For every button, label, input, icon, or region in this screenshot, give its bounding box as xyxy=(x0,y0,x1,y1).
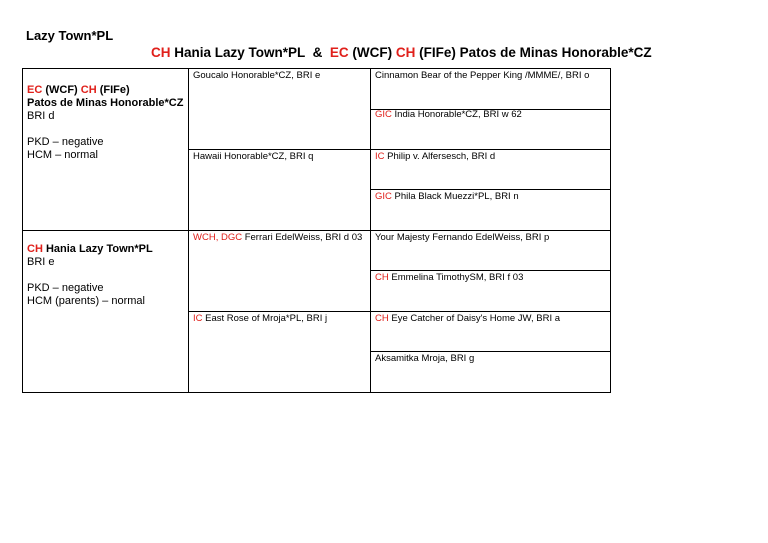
parent-org: (WCF) xyxy=(45,84,78,96)
grandparent-cell xyxy=(189,69,371,150)
parent-ems: BRI d xyxy=(27,110,55,122)
hcm-result: HCM (parents) – normal xyxy=(27,295,145,307)
great-grandparent-name: Aksamitka Mroja, BRI g xyxy=(375,353,475,364)
grandparent-name: East Rose of Mroja*PL, BRI j xyxy=(205,313,328,324)
great-grandparent-cell xyxy=(371,352,611,393)
title-badge: CH xyxy=(375,313,389,324)
parent-title: EC xyxy=(27,84,43,96)
grandparent-cell xyxy=(189,150,371,231)
great-grandparent-name: India Honorable*CZ, BRI w 62 xyxy=(394,109,522,120)
dam-name: Patos de Minas Honorable*CZ xyxy=(459,45,652,60)
parent-cell-dam xyxy=(23,69,189,231)
parent-org: (FIFe) xyxy=(99,84,130,96)
dam-org-2: (FIFe) xyxy=(419,45,456,60)
title-badge: IC xyxy=(193,313,203,324)
title-badge: CH xyxy=(375,272,389,283)
great-grandparent-name: Philip v. Alfersesch, BRI d xyxy=(387,151,496,162)
parent-title: CH xyxy=(27,243,43,255)
title-badge: WCH, DGC xyxy=(193,232,243,243)
pair-separator: & xyxy=(312,45,323,60)
dam-org-1: (WCF) xyxy=(352,45,393,60)
great-grandparent-cell xyxy=(371,110,611,150)
parent-cell-sire xyxy=(23,231,189,393)
parent-name: Patos de Minas Honorable*CZ xyxy=(27,97,184,109)
great-grandparent-name: Eye Catcher of Daisy's Home JW, BRI a xyxy=(391,313,561,324)
great-grandparent-cell xyxy=(371,271,611,312)
sire-name: Hania Lazy Town*PL xyxy=(174,45,306,60)
grandparent-name: Goucalo Honorable*CZ, BRI e xyxy=(193,70,321,81)
grandparent-cell xyxy=(189,312,371,393)
great-grandparent-name: Your Majesty Fernando EdelWeiss, BRI p xyxy=(375,232,550,243)
parent-ems: BRI e xyxy=(27,256,55,268)
pkd-result: PKD – negative xyxy=(27,282,104,294)
cattery-name: Lazy Town*PL xyxy=(26,28,114,43)
pedigree-table xyxy=(22,68,611,393)
great-grandparent-name: Phila Black Muezzi*PL, BRI n xyxy=(394,191,519,202)
grandparent-cell xyxy=(189,231,371,312)
great-grandparent-name: Emmelina TimothySM, BRI f 03 xyxy=(391,272,524,283)
great-grandparent-cell xyxy=(371,69,611,110)
great-grandparent-cell xyxy=(371,231,611,271)
hcm-result: HCM – normal xyxy=(27,149,98,161)
pair-title xyxy=(151,45,652,60)
parent-title: CH xyxy=(80,84,97,96)
title-badge: IC xyxy=(375,151,385,162)
great-grandparent-cell xyxy=(371,190,611,231)
great-grandparent-cell xyxy=(371,150,611,190)
grandparent-name: Hawaii Honorable*CZ, BRI q xyxy=(193,151,314,162)
dam-title-1: EC xyxy=(329,45,349,60)
great-grandparent-cell xyxy=(371,312,611,352)
pkd-result: PKD – negative xyxy=(27,136,104,148)
dam-title-2: CH xyxy=(395,45,416,60)
great-grandparent-name: Cinnamon Bear of the Pepper King /MMME/, BRI o xyxy=(375,70,590,81)
grandparent-name: Ferrari EdelWeiss, BRI d 03 xyxy=(244,232,363,243)
title-badge: GIC xyxy=(375,191,392,202)
parent-name: Hania Lazy Town*PL xyxy=(45,243,153,255)
title-badge: GIC xyxy=(375,109,392,120)
sire-title: CH xyxy=(151,45,171,60)
